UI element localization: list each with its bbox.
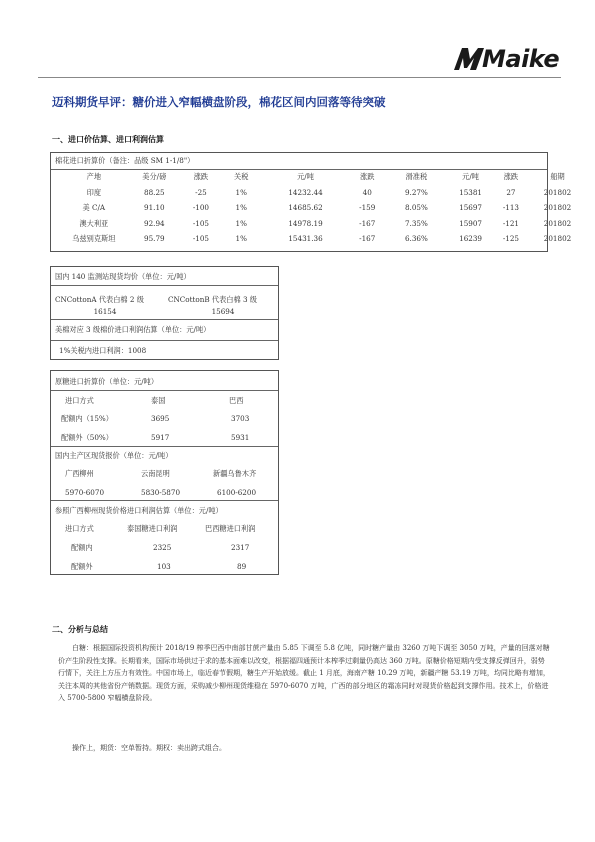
logo-text: Maike <box>482 45 560 73</box>
sugar-caption: 原糖进口折算价（单位：元/吨） <box>55 377 159 386</box>
cotton-cell: 14685.62 <box>288 203 323 212</box>
cotton-import-caption: 棉花进口折算价（备注：品级 SM 1-1/8"） <box>55 156 195 165</box>
cotton-cell: 6.36% <box>404 234 428 243</box>
divider <box>51 319 278 320</box>
maike-logo <box>452 44 560 74</box>
cotton-header-cell: 元/吨 <box>297 172 314 181</box>
profit-header-brazil: 巴西糖进口利润 <box>205 524 256 533</box>
sugar-cell: 3703 <box>231 414 250 423</box>
sugar-box <box>50 370 279 575</box>
cotton-cell: 88.25 <box>144 187 165 197</box>
divider <box>51 169 547 170</box>
cotton-cell: 14978.19 <box>288 218 323 228</box>
spot-price-guangxi: 5970-6070 <box>65 488 105 497</box>
cotton-header-cell: 产地 <box>86 172 102 181</box>
spot-region-guangxi: 广西柳州 <box>65 469 94 478</box>
sugar-profit-caption: 参照广西柳州现货价格进口利润估算（单位：元/吨） <box>55 506 223 515</box>
section-heading-1: 一、进口价估算、进口利润估算 <box>52 134 164 144</box>
analysis-paragraph-operation: 操作上，期货：空单暂持。期权：卖出跨式组合。 <box>72 744 226 752</box>
cotton-cell: 15431.36 <box>288 234 323 243</box>
cotton-cell: 201802 <box>543 187 572 197</box>
cotton-cell: 9.27% <box>404 187 428 197</box>
cotton-cell: 40 <box>362 187 372 197</box>
cotton-profit-text: 1%关税内进口利润：1008 <box>59 346 147 355</box>
profit-row-label: 配额外 <box>71 562 93 571</box>
cotton-cell: -121 <box>502 218 519 228</box>
cncotton-a-value: 16154 <box>93 307 117 316</box>
cotton-cell: -105 <box>192 218 210 228</box>
cotton-cell: 1% <box>235 187 247 197</box>
cotton-import-table <box>50 152 572 252</box>
cotton-cell: 14232.44 <box>288 187 323 197</box>
cotton-header-cell: 滑准税 <box>405 172 428 181</box>
spot-price-xinjiang: 6100-6200 <box>217 488 257 497</box>
cotton-cell: 印度 <box>86 187 102 197</box>
sugar-cell: 5931 <box>231 433 250 442</box>
sugar-header-method: 进口方式 <box>65 396 94 405</box>
profit-header-thailand: 泰国糖进口利润 <box>127 524 178 533</box>
cncotton-a-label: CNCottonA 代表白棉 2 级 <box>55 295 144 304</box>
cotton-cell: 美 C/A <box>82 203 106 212</box>
cotton-cell: 27 <box>506 187 516 197</box>
cotton-profit-caption: 美棉对应 3 级棉价进口利润估算（单位：元/吨） <box>55 325 211 334</box>
cotton-cell: 16239 <box>459 234 482 243</box>
spot-price-yunnan: 5830-5870 <box>141 488 181 497</box>
sugar-header-thailand: 泰国 <box>151 396 166 405</box>
sugar-header-brazil: 巴西 <box>229 396 244 405</box>
cotton-cell: 8.05% <box>404 203 428 212</box>
cotton-cell: -167 <box>359 218 376 228</box>
cotton-header-cell: 元/吨 <box>462 172 479 181</box>
cotton-cell: 95.79 <box>144 234 165 243</box>
cotton-cell: -105 <box>192 234 210 243</box>
cotton-cell: -25 <box>195 187 207 197</box>
cotton-cell: -113 <box>502 203 519 212</box>
analysis-paragraph-sugar: 白糖：根据国际投资机构预计 2018/19 榨季巴西中南部甘蔗产量由 5.85 下调至 5.8 亿吨，同时糖产量由 3260 万吨下调至 3050 万吨，产量的回落对糖价产生阶段性支撑。长期看来，国际市场供过于求的基本面难以改变，根据福四通预计本榨季过剩量仍高达 360 万吨。原糖价格短期内受支撑反弹回升，弱势行情下，关注上方压力有效性。中国市场上，临近春节假期，糖生产开始放缓。截止 1 月底，海南产糖 10.29 万吨，新疆产糖 53.19 万吨，均同比略有增加，关注本周的其他省份产销数据。现货方面，采购减少柳州现货维稳在 5970-6070 万吨，广西的部分地区的霜冻同时对现货价格起到支撑作用。技术上，价格进入 5700-5800 窄幅横盘阶段。 <box>58 644 550 702</box>
cotton-cell: 201802 <box>543 234 572 243</box>
cotton-cell: 201802 <box>543 218 572 228</box>
profit-cell: 2317 <box>231 543 250 552</box>
cotton-spot-box <box>50 266 279 360</box>
cotton-cell: 1% <box>235 203 247 212</box>
spot-region-yunnan: 云南昆明 <box>141 469 170 478</box>
sugar-row-label: 配额外（50%） <box>61 433 113 442</box>
sugar-spot-caption: 国内主产区现货报价（单位：元/吨） <box>55 451 173 460</box>
cotton-header-cell: 船期 <box>550 172 565 181</box>
cotton-cell: 乌兹别克斯坦 <box>72 234 116 243</box>
header-rule <box>38 77 561 78</box>
cotton-cell: -167 <box>359 234 376 243</box>
cotton-cell: 15381 <box>459 187 482 197</box>
cotton-cell: -100 <box>192 203 210 212</box>
cotton-cell: 15907 <box>459 218 482 228</box>
cncotton-b-label: CNCottonB 代表白棉 3 级 <box>168 295 257 304</box>
sugar-row-label: 配额内（15%） <box>61 414 113 423</box>
section-heading-2: 二、分析与总结 <box>52 624 108 634</box>
cotton-header-cell: 关税 <box>234 172 249 181</box>
cotton-cell: 1% <box>235 234 247 243</box>
sugar-cell: 3695 <box>151 414 170 423</box>
page-title: 迈科期货早评：糖价进入窄幅横盘阶段，棉花区间内回落等待突破 <box>52 95 386 109</box>
divider <box>51 500 278 501</box>
profit-cell: 103 <box>157 562 171 571</box>
profit-header-method: 进口方式 <box>65 524 94 533</box>
cotton-cell: 7.35% <box>404 218 428 228</box>
profit-cell: 2325 <box>153 543 172 552</box>
cotton-cell: 15697 <box>459 203 482 212</box>
cotton-header-cell: 涨跌 <box>503 172 519 181</box>
divider <box>51 446 278 447</box>
cotton-cell: 201802 <box>543 203 572 212</box>
divider <box>51 340 278 341</box>
profit-cell: 89 <box>237 562 247 571</box>
cotton-cell: -125 <box>502 234 519 243</box>
cotton-cell: 91.10 <box>144 203 165 212</box>
cotton-cell: -159 <box>359 203 376 212</box>
spot-region-xinjiang: 新疆乌鲁木齐 <box>213 469 257 478</box>
cotton-header-cell: 涨跌 <box>193 172 209 181</box>
divider <box>51 390 278 391</box>
profit-row-label: 配额内 <box>71 543 93 552</box>
cotton-header-cell: 涨跌 <box>360 172 375 181</box>
cotton-cell: 澳大利亚 <box>79 218 109 228</box>
divider <box>51 285 278 286</box>
cotton-cell: 1% <box>235 218 247 228</box>
sugar-cell: 5917 <box>151 433 170 442</box>
cotton-header-cell: 美分/磅 <box>142 172 167 181</box>
cncotton-b-value: 15694 <box>211 307 235 316</box>
spot-caption: 国内 140 监测站现货均价（单位：元/吨） <box>55 272 191 281</box>
cotton-cell: 92.94 <box>144 218 165 228</box>
